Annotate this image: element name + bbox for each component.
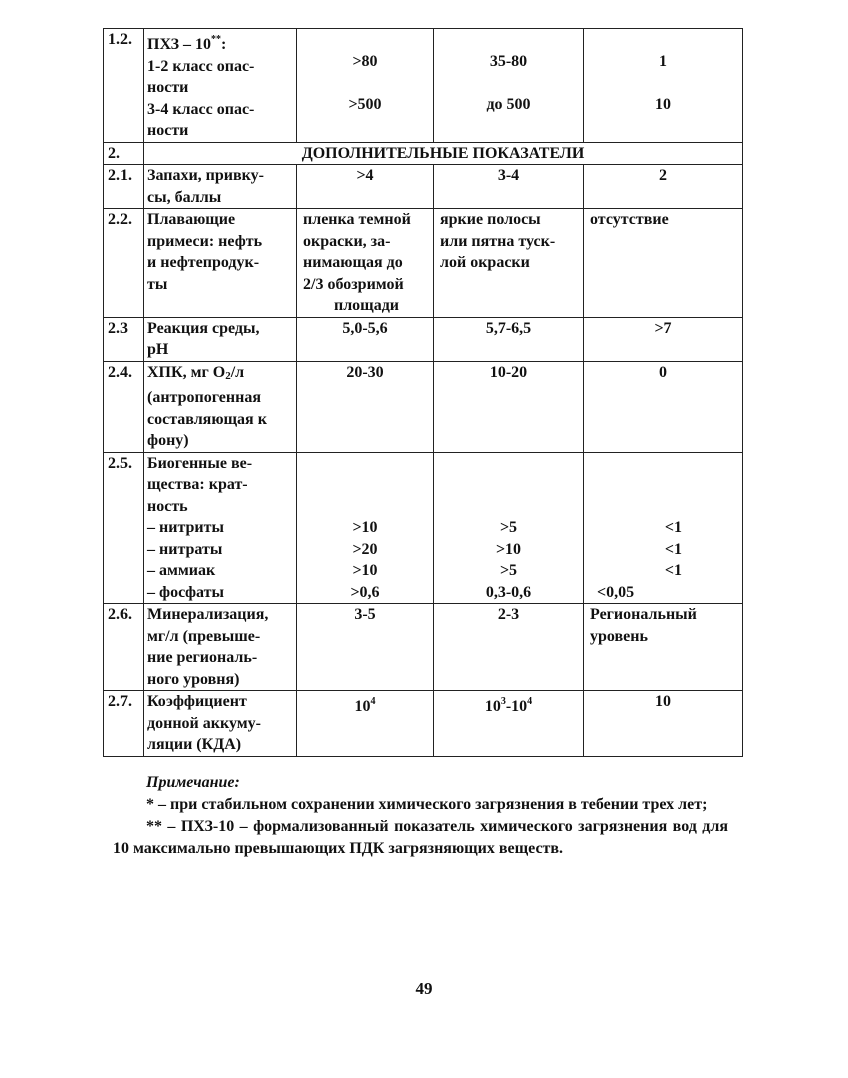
name-line: Реакция среды,	[147, 319, 260, 337]
name-line: ляции (КДА)	[147, 736, 242, 753]
value-line: пленка темной	[303, 211, 411, 228]
row-number: 2.1.	[104, 165, 144, 209]
page-number: 49	[415, 979, 433, 998]
name-line: – нитриты	[147, 519, 224, 536]
power-base: 10	[354, 698, 371, 715]
value-cell-3	[584, 604, 743, 691]
value-cell-1: >4	[297, 165, 434, 209]
indicator-name-cell	[144, 361, 297, 452]
name-line: и нефтепродук-	[147, 254, 260, 271]
value: >10	[495, 540, 522, 558]
note-footnote-1: * – при стабильном сохранении химического загрязнения в тебении трех лет;	[146, 796, 708, 813]
indicator-name-cell	[144, 691, 297, 757]
table-row-2-5	[104, 452, 743, 604]
name-line: Биогенные ве-	[147, 454, 253, 472]
value-cell-3: 2	[584, 165, 743, 209]
name-line: – фосфаты	[147, 583, 224, 601]
value: >0,6	[350, 583, 380, 601]
note-footnote-2: ** – ПХЗ-10 – формализованный показатель химического загрязнения вод для 10 максимально превышающих ПДК загрязняющих веществ.	[113, 818, 728, 857]
section-number: 2.	[104, 142, 144, 165]
name-line: pH	[147, 341, 169, 358]
subscript: 2	[225, 369, 231, 382]
indicator-name-cell	[144, 209, 297, 318]
value-cell-2	[434, 29, 584, 143]
value-line: уровень	[590, 627, 648, 645]
name-line: ние региональ-	[147, 649, 258, 666]
value: >10	[352, 519, 378, 536]
value-cell-1	[297, 691, 434, 757]
value-cell-1	[297, 452, 434, 604]
section-title: ДОПОЛНИТЕЛЬНЫЕ ПОКАЗАТЕЛИ	[144, 142, 743, 165]
name-line: 3-4 класс опас-	[147, 100, 255, 118]
row-number: 2.6.	[104, 604, 144, 691]
value: <1	[664, 519, 682, 536]
name-line: мг/л (превыше-	[147, 627, 261, 645]
value-cell-3: 0	[584, 361, 743, 452]
value: >10	[352, 562, 378, 579]
value-line: окраски, за-	[303, 232, 391, 250]
table-row-1-2	[104, 29, 743, 143]
value-cell-2: 5,7-6,5	[434, 317, 584, 361]
table-row-2-7	[104, 691, 743, 757]
value: >5	[499, 519, 518, 536]
power-exponent: 4	[527, 696, 533, 707]
value-cell-2: 2-3	[434, 604, 584, 691]
name-line: – аммиак	[147, 562, 216, 579]
value-cell-3	[584, 29, 743, 143]
table-row-2-6	[104, 604, 743, 691]
value: до 500	[486, 95, 531, 113]
value-line: Региональный	[590, 606, 697, 623]
indicator-name-cell	[144, 604, 297, 691]
value-line: яркие полосы	[440, 211, 541, 228]
name-line: фону)	[147, 432, 189, 449]
value-cell-2	[434, 209, 584, 318]
value-cell-3: >7	[584, 317, 743, 361]
footnote-mark: **	[211, 34, 222, 45]
row-number: 2.7.	[104, 691, 144, 757]
value-line: нимающая до	[303, 254, 403, 271]
value-cell-1: 5,0-5,6	[297, 317, 434, 361]
value: >80	[352, 52, 378, 70]
indicator-name-cell	[144, 452, 297, 604]
value-line: 2/3 обозримой	[303, 275, 404, 293]
value-line: лой окраски	[440, 254, 530, 271]
row-number: 2.3	[104, 317, 144, 361]
name-part: ХПК, мг О	[147, 363, 226, 381]
indicator-name: ПХЗ – 10	[147, 36, 212, 53]
value: >500	[348, 95, 382, 113]
indicator-name-cell	[144, 165, 297, 209]
table-note	[113, 772, 728, 860]
name-line: примеси: нефть	[147, 232, 263, 250]
power-exponent: 4	[370, 696, 376, 707]
value: <0,05	[597, 583, 635, 601]
value-cell-2: 10-20	[434, 361, 584, 452]
value: >20	[352, 540, 378, 558]
name-line: ты	[147, 275, 168, 293]
name-line: 1-2 класс опас-	[147, 57, 255, 75]
value: <1	[664, 562, 682, 579]
name-line: ность	[147, 497, 188, 515]
value: 35-80	[489, 52, 528, 70]
row-number: 2.5.	[104, 452, 144, 604]
power-base: 10	[484, 698, 501, 715]
value-cell-3: 10	[584, 691, 743, 757]
note-title: Примечание:	[146, 774, 240, 791]
value-cell-2	[434, 691, 584, 757]
name-line: составляющая к	[147, 410, 267, 428]
row-number: 1.2.	[104, 29, 144, 143]
value-cell-2	[434, 452, 584, 604]
table-row-2-3	[104, 317, 743, 361]
value-line: площади	[333, 297, 399, 314]
section-header-row	[104, 142, 743, 165]
table-row-2-1	[104, 165, 743, 209]
name-line: ного уровня)	[147, 670, 240, 688]
name-line: ности	[147, 79, 189, 96]
name-line: Коэффициент	[147, 693, 247, 710]
value-cell-1: 3-5	[297, 604, 434, 691]
name-line: сы, баллы	[147, 188, 222, 206]
value-line: или пятна туск-	[440, 232, 556, 250]
value-cell-1	[297, 29, 434, 143]
value-cell-2: 3-4	[434, 165, 584, 209]
indicator-name-cell	[144, 29, 297, 143]
name-line: донной аккуму-	[147, 714, 261, 732]
name-line: Минерализация,	[147, 606, 269, 623]
value-cell-1	[297, 209, 434, 318]
name-line: – нитраты	[147, 540, 223, 558]
value-cell-3	[584, 452, 743, 604]
value: 10	[655, 95, 671, 113]
table-row-2-2	[104, 209, 743, 318]
colon: :	[221, 36, 227, 53]
indicator-name-cell	[144, 317, 297, 361]
row-number: 2.2.	[104, 209, 144, 318]
table-row-2-4	[104, 361, 743, 452]
name-part: /л	[230, 363, 245, 381]
name-line: щества: крат-	[147, 476, 248, 493]
name-line: (антропогенная	[147, 389, 261, 406]
name-line: ности	[147, 122, 189, 139]
row-number: 2.4.	[104, 361, 144, 452]
value-cell-3: отсутствие	[584, 209, 743, 318]
value: >5	[499, 562, 518, 579]
value: 0,3-0,6	[485, 583, 532, 601]
value-cell-1: 20-30	[297, 361, 434, 452]
indicators-table	[103, 28, 743, 757]
name-line: Плавающие	[147, 211, 236, 228]
power-exponent: 3	[500, 696, 506, 707]
value: <1	[664, 540, 682, 558]
range-separator: -10	[505, 698, 528, 715]
value: 1	[659, 52, 667, 70]
name-line: Запахи, привку-	[147, 167, 264, 184]
